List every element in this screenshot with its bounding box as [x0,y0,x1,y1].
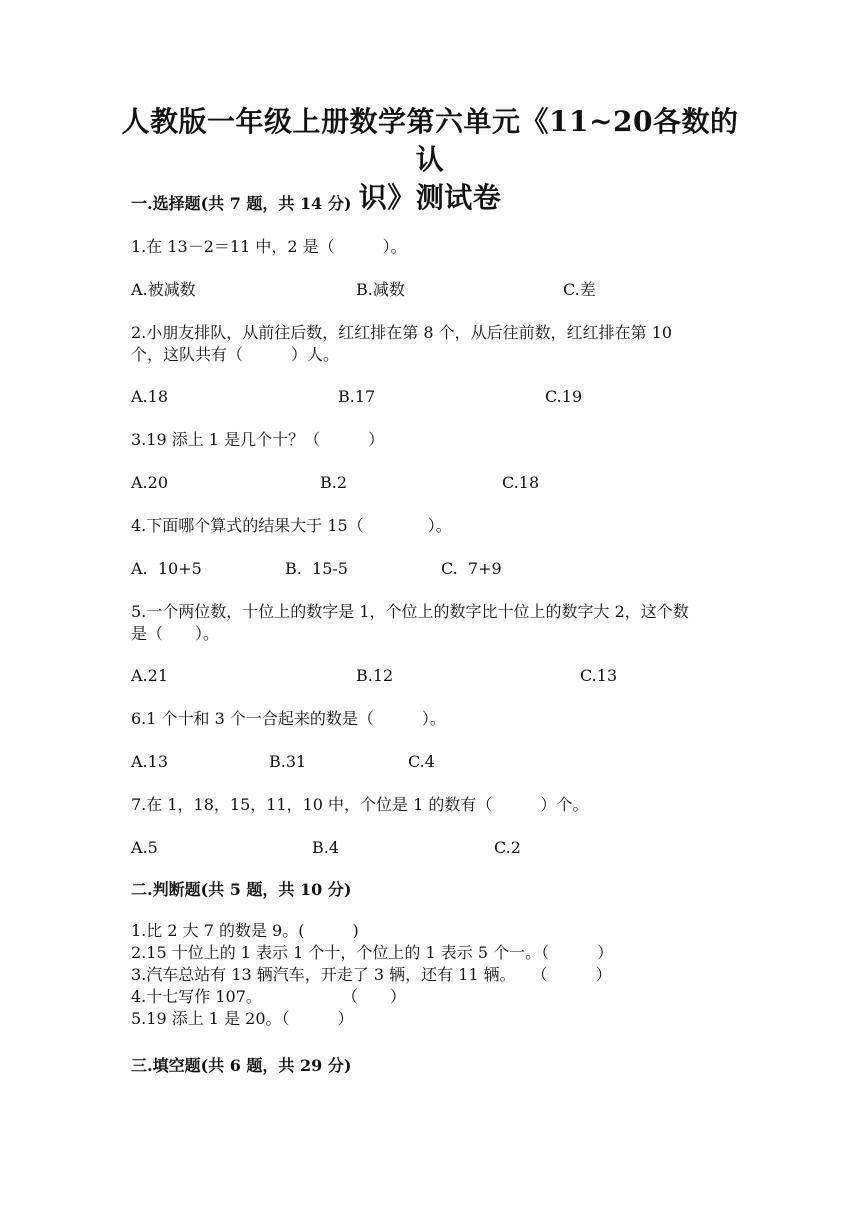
judge-item-3: 3.汽车总站有 13 辆汽车，开走了 3 辆，还有 11 辆。 （ ） [131,965,612,984]
question-6 [131,708,731,730]
q4-option-c: C. 7+9 [441,559,502,578]
q7-option-c: C.2 [494,838,521,857]
question-text: 是（ ）。 [131,624,220,643]
question-text: 1.在 13－2＝11 中，2 是（ ）。 [131,237,407,256]
question-text: 4.下面哪个算式的结果大于 15（ ）。 [131,516,452,535]
q4-option-a: A. 10+5 [131,559,202,578]
q3-option-b: B.2 [320,473,348,492]
question-3 [131,429,731,451]
q6-option-c: C.4 [408,752,435,771]
q3-option-a: A.20 [131,473,168,492]
q7-option-a: A.5 [131,838,158,857]
title-line-1: 人教版一年级上册数学第六单元《11~20各数的认 [121,105,739,176]
question-text: 3.19 添上 1 是几个十？（ ） [131,430,385,449]
section-heading-judge: 二.判断题(共 5 题，共 10 分) [131,880,352,899]
question-text: 6.1 个十和 3 个一合起来的数是（ ）。 [131,709,446,728]
question-5 [131,601,731,645]
q5-option-a: A.21 [131,666,168,685]
question-text: 5.一个两位数，十位上的数字是 1，个位上的数字比十位上的数字大 2，这个数 [131,602,689,621]
question-text: 7.在 1，18，15，11，10 中，个位是 1 的数有（ ）个。 [131,795,589,814]
judge-item-5: 5.19 添上 1 是 20。（ ） [131,1009,354,1028]
question-7 [131,794,731,816]
q1-option-a: A.被减数 [131,280,196,299]
q6-option-a: A.13 [131,752,168,771]
judge-item-1: 1.比 2 大 7 的数是 9。( ) [131,921,359,940]
question-text: 2.小朋友排队，从前往后数，红红排在第 8 个，从后往前数，红红排在第 10 [131,323,673,342]
judge-item-4: 4.十七写作 107。 （ ） [131,987,406,1006]
q2-option-a: A.18 [131,387,168,406]
question-1 [131,236,731,258]
q2-option-c: C.19 [545,387,583,406]
question-2 [131,322,731,366]
q2-option-b: B.17 [338,387,376,406]
q5-option-c: C.13 [580,666,618,685]
question-4 [131,515,731,537]
question-text: 个，这队共有（ ）人。 [131,345,340,364]
q7-option-b: B.4 [312,838,340,857]
q3-option-c: C.18 [502,473,540,492]
section-heading-fill: 三.填空题(共 6 题，共 29 分) [131,1056,352,1075]
judge-item-2: 2.15 十位上的 1 表示 1 个十，个位上的 1 表示 5 个一。（ ） [131,943,614,962]
section-heading-choice: 一.选择题(共 7 题，共 14 分) [131,194,352,213]
q1-option-c: C.差 [563,280,596,299]
q4-option-b: B. 15-5 [285,559,348,578]
q6-option-b: B.31 [269,752,307,771]
q5-option-b: B.12 [356,666,394,685]
title-line-2: 识》测试卷 [358,181,502,214]
q1-option-b: B.减数 [356,280,405,299]
